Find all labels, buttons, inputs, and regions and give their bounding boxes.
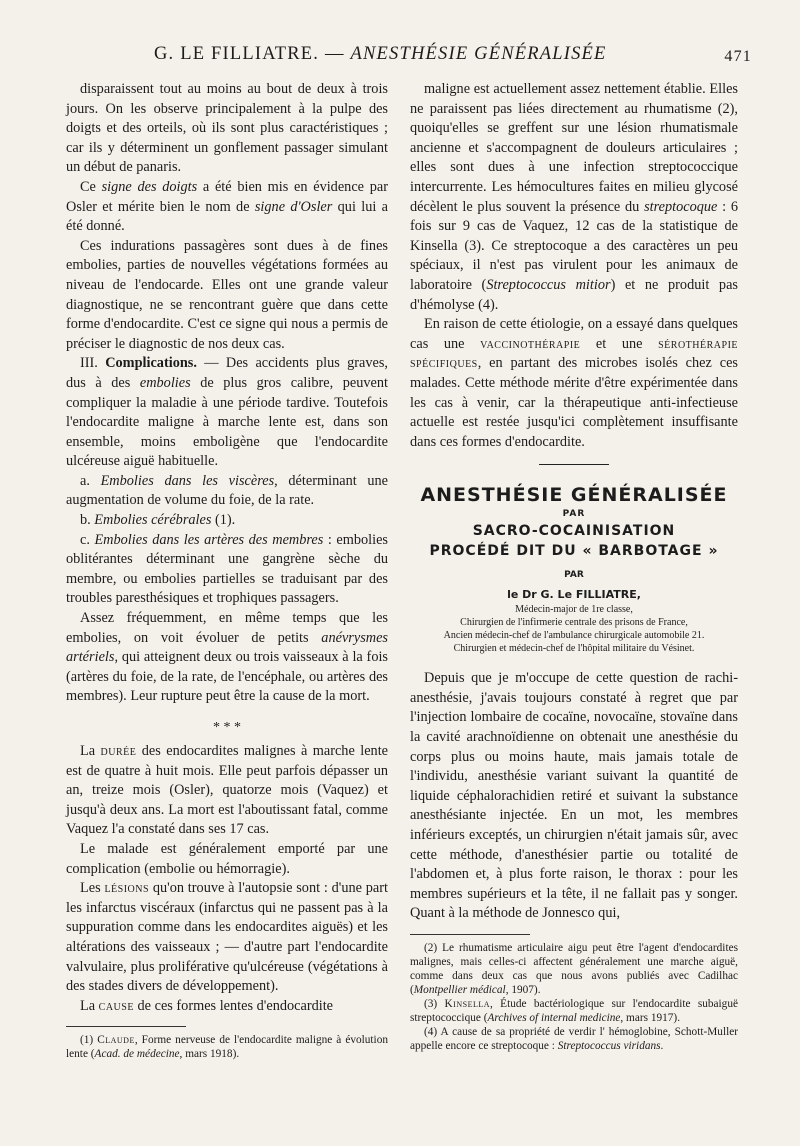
text-run: III. xyxy=(80,355,106,372)
italic-text: Embolies dans les viscères xyxy=(100,472,275,489)
footnote xyxy=(410,997,738,1025)
left-paragraphs xyxy=(66,80,388,707)
page-number: 471 xyxy=(724,48,752,65)
text-run: (1). xyxy=(211,512,236,529)
paragraph xyxy=(410,669,738,924)
smallcaps-text: durée xyxy=(100,743,137,759)
paragraph xyxy=(66,531,388,609)
article-body xyxy=(410,669,738,924)
text-run: , 1907). xyxy=(505,984,541,996)
italic-text: embolies xyxy=(139,374,191,391)
left-paragraphs-continued xyxy=(66,742,388,1016)
running-header xyxy=(62,44,752,74)
text-run: Ce xyxy=(80,178,102,195)
running-title xyxy=(154,44,607,65)
right-paragraphs xyxy=(410,80,738,452)
section-stars-divider: * * * xyxy=(213,720,241,735)
paragraph xyxy=(66,472,388,511)
running-title-subject: ANESTHÉSIE GÉNÉRALISÉE xyxy=(350,44,607,64)
italic-text: Streptococcus mitior xyxy=(486,276,611,293)
text-run: , en partant des microbes isolés chez ces malades. Cette méthode mérite d'être expérimentée dans les cas à venir, car la thérapeutique anti-infectieuse actuelle est restée jusqu'ici complètement insuffisante dans ces formes d'endocardite. xyxy=(410,355,738,450)
text-run: a. xyxy=(80,472,101,489)
italic-text: Streptococcus viridans xyxy=(557,1040,661,1052)
italic-text: streptocoque xyxy=(644,198,718,215)
text-run: , qui atteignent deux ou trois vaisseaux à la fois (artères du foie, de la rate, de l'encéphale, ou artères des membres). Leur rupture peut être la cause de la mort. xyxy=(66,649,388,705)
paragraph xyxy=(66,237,388,355)
author-block xyxy=(410,587,738,655)
paragraph xyxy=(66,354,388,472)
text-run: ) et ne produit pas d'hémolyse (4). xyxy=(410,276,738,313)
italic-text: Embolies dans les artères des membres xyxy=(94,531,324,548)
right-column xyxy=(410,80,738,1053)
author-name: le Dr G. Le FILLIATRE, xyxy=(507,588,641,602)
text-run: Ces indurations passagères sont dues à de fines embolies, parties de nouvelles végétations formées au niveau de l'endocarde. Elles ont une grande valeur diagnostique, ne se rencontrant guère que dans cette forme d'endocardite. C'est ce signe qui nous a permis de préciser le diagnostic de nos deux cas. xyxy=(66,237,388,352)
text-run: La xyxy=(80,997,99,1014)
bold-text: Complications. xyxy=(105,355,197,372)
smallcaps-text: lésions xyxy=(104,880,150,897)
text-run: , mars 1918). xyxy=(179,1048,240,1061)
text-run: maligne est actuellement assez nettement établie. Elles ne paraissent pas liées directement au rhumatisme (2), quoiqu'elles se greffent sur une lésion rhumatismale ancienne et s'accompagnent de douleurs articulaires ; elles sont dues à une infection streptococcique intercurrente. Les hémocultures faites en milieu glycosé décèlent le plus souvent la présence du xyxy=(410,81,738,215)
author-title-1: Médecin-major de 1re classe, xyxy=(515,604,633,616)
author-title-3: Ancien médecin-chef de l'ambulance chirurgicale automobile 21. xyxy=(443,630,705,642)
paragraph xyxy=(66,178,388,237)
italic-text: Archives of internal medicine xyxy=(487,1012,621,1024)
text-run: , Étude bactériologique sur l'endocardite subaiguë streptococcique ( xyxy=(410,998,738,1024)
text-run: c. xyxy=(80,531,95,548)
article-subtitle-2: PROCÉDÉ DIT DU « BARBOTAGE » xyxy=(429,543,719,560)
author-title-2: Chirurgien de l'infirmerie centrale des prisons de France, xyxy=(460,617,688,629)
text-run: Le malade est généralement emporté par une complication (embolie ou hémorragie). xyxy=(66,840,388,877)
article-by-label: PAR xyxy=(564,570,584,581)
text-run: , déterminant une augmentation de volume du foie, de la rate. xyxy=(66,472,388,509)
footnote-rule xyxy=(410,934,530,935)
italic-text: signe d'Osler xyxy=(254,198,333,215)
footnote-rule xyxy=(66,1026,186,1027)
text-run: Les xyxy=(80,880,105,897)
text-run: . xyxy=(660,1040,664,1052)
text-run: , mars 1917). xyxy=(620,1012,681,1024)
running-title-author: G. LE FILLIATRE. — xyxy=(154,44,345,64)
text-run: Depuis que je m'occupe de cette question de rachi-anesthésie, j'avais toujours constaté à regret que par l'injection lombaire de cocaïne, novocaïne, stovaïne dans la cavité arachnoïdienne on obtenait une anesthésie du corps plus ou moins haute, mais jamais totale de l'individu, anesthésie variant suivant la quantité de liquide céphalorachidien retiré et suivant la substance anesthésiante injectée. En un mot, les membres inférieurs exceptés, un chirurgien n'était jamais sûr, avec cette méthode, d'anesthésier partie ou totalité de l'abdomen et, à plus forte raison, le thorax : pour les membres supérieurs et la tête, il ne fallait pas y songer. Quant à la méthode de Jonnesco qui, xyxy=(410,670,738,922)
paragraph xyxy=(410,80,738,315)
left-footnotes xyxy=(66,1033,388,1061)
paragraph xyxy=(66,879,388,997)
paragraph xyxy=(66,840,388,879)
article-title-par: PAR xyxy=(562,509,586,520)
right-footnotes xyxy=(410,941,738,1053)
text-run: Assez fréquemment, en même temps que les embolies, on voit évoluer de petits xyxy=(66,610,388,646)
article-subtitle-1: SACRO-COCAINISATION xyxy=(472,523,676,540)
text-run: qui lui a été donné. xyxy=(66,198,388,235)
text-run: — Des accidents plus graves, dus à des xyxy=(66,355,388,391)
smallcaps-text: vaccinothérapie xyxy=(480,335,581,352)
text-run: (4) A cause de sa propriété de verdir l' hémoglobine, Schott-Muller appelle encore ce streptocoque : xyxy=(410,1026,738,1052)
italic-text: Montpellier médical xyxy=(413,984,506,996)
text-run: (1) xyxy=(80,1034,98,1047)
paragraph xyxy=(66,511,388,531)
text-run: En raison de cette étiologie, on a essayé dans quelques cas une xyxy=(410,316,738,352)
text-run: disparaissent tout au moins au bout de deux à trois jours. On les observe principalement à la pulpe des doigts et des orteils, où ils sont plus caractéristiques ; car ils y déterminent un gonflement passager simulant un début de panaris. xyxy=(66,81,388,176)
text-run: (2) Le rhumatisme articulaire aigu peut être l'agent d'endocardites malignes, mais celles-ci affectent généralement une marche aiguë, comme dans deux cas que nous avons publiés avec Cadilhac ( xyxy=(410,942,738,996)
article-title: ANESTHÉSIE GÉNÉRALISÉE xyxy=(420,484,728,507)
text-run: et une xyxy=(580,335,659,352)
footnote xyxy=(66,1033,388,1061)
article-separator-rule xyxy=(539,464,609,465)
article-heading xyxy=(410,483,738,655)
text-run: b. xyxy=(80,512,95,529)
italic-text: signe des doigts xyxy=(101,178,198,195)
text-run: , Forme nerveuse de l'endocardite maligne à évolution lente ( xyxy=(66,1034,388,1061)
text-run: (3) xyxy=(424,998,445,1010)
text-run: La xyxy=(80,743,101,759)
text-run: : 6 fois sur 9 cas de Vaquez, 12 cas de la statistique de Kinsella (3). Ce streptocoque a des caractères un peu spéciaux, il n'est pas virulent pour les animaux de laboratoire ( xyxy=(410,198,738,293)
footnote xyxy=(410,1025,738,1053)
paragraph xyxy=(66,80,388,178)
paragraph xyxy=(66,609,388,707)
paragraph xyxy=(410,315,738,452)
italic-text: Embolies cérébrales xyxy=(94,512,212,529)
footnote xyxy=(410,941,738,997)
italic-text: anévrysmes artériels xyxy=(66,629,388,666)
smallcaps-text: cause xyxy=(98,997,134,1014)
text-run: qu'on trouve à l'autopsie sont : d'une part les infarctus viscéraux (infarctus qui ne passent pas à la suppuration comme dans les endocardites aiguës) et les altérations des vaisseaux ; — d'autre part l'endocardite valvulaire, plus proliférative qu'ulcéreuse (végétations à des stades divers de développement). xyxy=(66,880,388,995)
left-column xyxy=(66,80,388,1061)
text-run: des endocardites malignes à marche lente est de quatre à huit mois. Elle peut parfois dépasser un an, treize mois (Osler), quatorze mois (Vaquez) et jusqu'à deux ans. La mort est l'aboutissant fatal, comme Vaquez l'a constaté dans ses 17 cas. xyxy=(66,743,389,838)
text-run: : embolies oblitérantes déterminant une gangrène sèche du membre, ou embolies partielles se traduisant par des troubles paresthésiques et trophiques passagers. xyxy=(66,531,388,607)
text-run: a été bien mis en évidence par Osler et mérite bien le nom de xyxy=(66,178,388,215)
text-run: de ces formes lentes d'endocardite xyxy=(133,997,334,1014)
smallcaps-text: Kinsella xyxy=(444,998,491,1010)
paragraph xyxy=(66,997,388,1017)
italic-text: Acad. de médecine xyxy=(94,1048,180,1061)
paragraph xyxy=(66,742,388,840)
text-run: de plus gros calibre, peuvent compliquer la maladie à une période tardive. Toutefois l'endocardite maligne à marche lente est, dans son ensemble, moins emboligène que l'endocardite ulcéreuse aiguë habituelle. xyxy=(66,374,388,470)
smallcaps-text: sérothérapie spécifiques xyxy=(410,335,739,372)
smallcaps-text: Claude xyxy=(97,1034,135,1047)
author-title-4: Chirurgien et médecin-chef de l'hôpital militaire du Vésinet. xyxy=(453,643,695,655)
